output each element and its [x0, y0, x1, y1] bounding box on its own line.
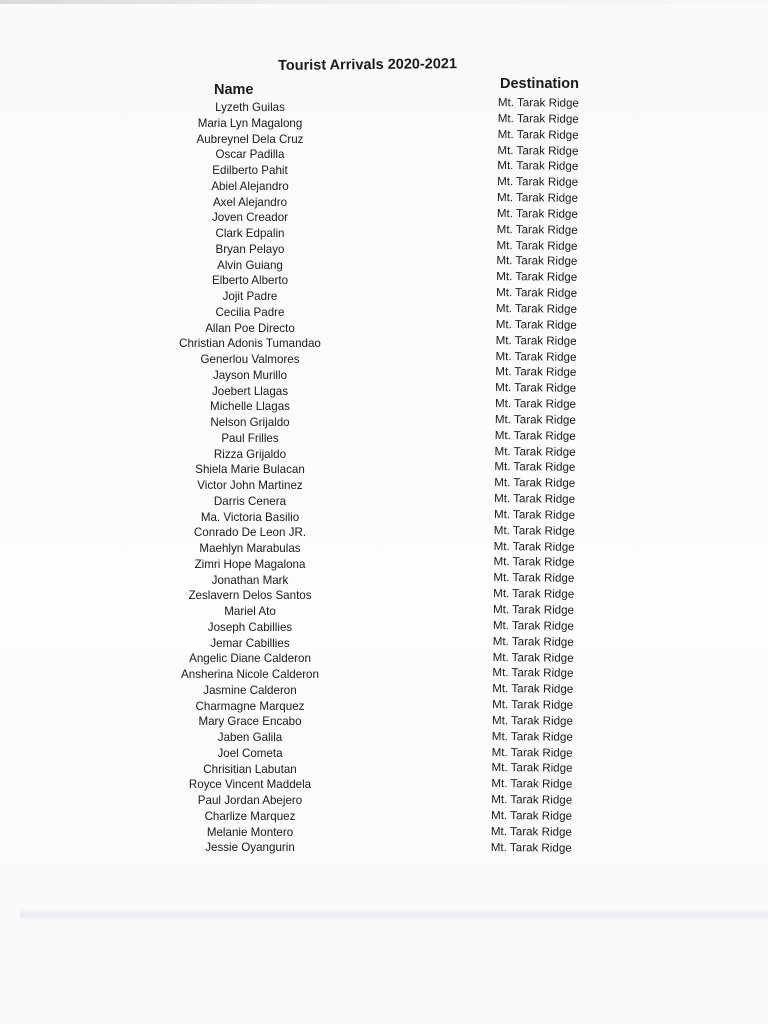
tourist-name: Jessie Oyangurin — [205, 841, 295, 855]
tourist-destination: Mt. Tarak Ridge — [492, 602, 575, 617]
tourist-name: Jojit Padre — [222, 290, 278, 303]
tourist-name: Melanie Montero — [206, 825, 294, 839]
tourist-destination: Mt. Tarak Ridge — [493, 507, 576, 522]
tourist-name: Ma. Victoria Basilio — [200, 510, 300, 524]
scan-edge-shadow — [0, 0, 768, 4]
tourist-destination: Mt. Tarak Ridge — [494, 428, 576, 443]
tourist-destination: Mt. Tarak Ridge — [495, 381, 577, 395]
tourist-name: Darris Cenera — [213, 494, 287, 508]
tourist-name: Generlou Valmores — [200, 353, 300, 366]
tourist-name: Cecilia Padre — [215, 305, 285, 319]
name-column — [150, 100, 350, 856]
tourist-name: Charmagne Marquez — [195, 699, 305, 713]
tourist-name: Joel Cometa — [217, 746, 283, 760]
tourist-destination: Mt. Tarak Ridge — [492, 650, 574, 665]
tourist-destination: Mt. Tarak Ridge — [494, 476, 576, 491]
column-header-destination: Destination — [500, 76, 579, 92]
tourist-destination: Mt. Tarak Ridge — [496, 254, 578, 269]
tourist-destination: Mt. Tarak Ridge — [493, 539, 575, 554]
tourist-name: Jaben Galila — [217, 731, 283, 744]
tourist-destination: Mt. Tarak Ridge — [493, 555, 575, 570]
tourist-destination: Mt. Tarak Ridge — [490, 840, 572, 855]
tourist-name: Joven Creador — [211, 211, 289, 225]
tourist-name: Royce Vincent Maddela — [188, 778, 312, 792]
tourist-name: Elberto Alberto — [211, 274, 289, 288]
tourist-name: Jemar Cabillies — [210, 636, 290, 650]
tourist-destination: Mt. Tarak Ridge — [495, 317, 577, 332]
tourist-destination: Mt. Tarak Ridge — [492, 634, 574, 649]
tourist-name: Michelle Llagas — [210, 400, 290, 414]
tourist-name: Ansherina Nicole Calderon — [181, 668, 319, 681]
tourist-destination: Mt. Tarak Ridge — [492, 666, 574, 681]
tourist-name: Shiela Marie Bulacan — [195, 463, 305, 477]
tourist-name: Alvin Guiang — [217, 258, 283, 272]
tourist-destination: Mt. Tarak Ridge — [491, 808, 573, 823]
tourist-name: Mary Grace Encabo — [198, 715, 302, 729]
tourist-name: Maehlyn Marabulas — [199, 542, 301, 555]
tourist-destination: Mt. Tarak Ridge — [491, 793, 573, 807]
tourist-name: Jasmine Calderon — [203, 683, 297, 697]
tourist-destination: Mt. Tarak Ridge — [496, 270, 578, 285]
tourist-name: Zimri Hope Magalona — [194, 557, 306, 571]
tourist-name: Clark Edpalin — [215, 227, 285, 240]
tourist-destination: Mt. Tarak Ridge — [491, 713, 574, 728]
tourist-destination: Mt. Tarak Ridge — [491, 745, 573, 760]
tourist-name: Jonathan Mark — [211, 573, 289, 587]
tourist-destination: Mt. Tarak Ridge — [492, 618, 574, 633]
tourist-name: Oscar Padilla — [215, 148, 285, 162]
tourist-name: Victor John Martinez — [197, 479, 303, 492]
tourist-destination: Mt. Tarak Ridge — [491, 761, 573, 776]
tourist-destination: Mt. Tarak Ridge — [497, 95, 579, 110]
tourist-destination: Mt. Tarak Ridge — [495, 301, 577, 316]
tourist-destination: Mt. Tarak Ridge — [491, 777, 573, 792]
tourist-name: Charlize Marquez — [204, 809, 296, 823]
tourist-destination: Mt. Tarak Ridge — [494, 460, 576, 475]
tourist-destination: Mt. Tarak Ridge — [494, 397, 577, 411]
tourist-name: Joseph Cabillies — [207, 620, 293, 634]
tourist-destination: Mt. Tarak Ridge — [496, 191, 579, 205]
tourist-destination: Mt. Tarak Ridge — [495, 333, 577, 348]
tourist-name: Paul Jordan Abejero — [197, 794, 303, 807]
tourist-name: Edilberto Pahit — [212, 164, 288, 177]
tourist-name: Zeslavern Delos Santos — [188, 589, 312, 603]
tourist-name: Aubreynel Dela Cruz — [196, 132, 304, 146]
tourist-destination: Mt. Tarak Ridge — [496, 222, 578, 237]
scan-artifact-band — [20, 908, 768, 922]
tourist-name: Allan Poe Directo — [205, 321, 295, 335]
tourist-destination: Mt. Tarak Ridge — [492, 682, 574, 696]
tourist-name: Mariel Ato — [224, 605, 276, 618]
column-header-name: Name — [214, 82, 254, 98]
tourist-name: Bryan Pelayo — [215, 242, 285, 256]
tourist-name: Angelic Diane Calderon — [189, 652, 311, 666]
tourist-name: Christian Adonis Tumandao — [179, 337, 321, 351]
tourist-name: Paul Frilles — [221, 431, 279, 445]
tourist-destination: Mt. Tarak Ridge — [492, 698, 574, 712]
tourist-destination: Mt. Tarak Ridge — [496, 286, 578, 300]
tourist-name: Jayson Murillo — [212, 368, 288, 382]
tourist-destination: Mt. Tarak Ridge — [497, 111, 579, 126]
destination-column — [491, 95, 579, 856]
tourist-destination: Mt. Tarak Ridge — [495, 349, 577, 364]
tourist-destination: Mt. Tarak Ridge — [495, 365, 577, 380]
tourist-name: Lyzeth Guilas — [215, 101, 285, 114]
tourist-name: Rizza Grijaldo — [213, 447, 287, 461]
tourist-destination: Mt. Tarak Ridge — [496, 206, 578, 221]
tourist-destination: Mt. Tarak Ridge — [497, 159, 579, 174]
tourist-destination: Mt. Tarak Ridge — [493, 571, 575, 586]
tourist-destination: Mt. Tarak Ridge — [497, 175, 579, 189]
tourist-name: Abiel Alejandro — [211, 179, 289, 193]
tourist-name: Axel Alejandro — [212, 195, 288, 209]
tourist-name: Maria Lyn Magalong — [197, 116, 303, 130]
tourist-destination: Mt. Tarak Ridge — [493, 587, 575, 601]
tourist-destination: Mt. Tarak Ridge — [491, 729, 573, 744]
tourist-destination: Mt. Tarak Ridge — [490, 824, 572, 839]
tourist-destination: Mt. Tarak Ridge — [496, 238, 578, 253]
tourist-destination: Mt. Tarak Ridge — [493, 523, 575, 538]
tourist-name: Chrisitian Labutan — [203, 762, 297, 776]
tourist-name: Joebert Llagas — [211, 384, 289, 398]
tourist-destination: Mt. Tarak Ridge — [494, 444, 576, 459]
tourist-destination: Mt. Tarak Ridge — [494, 412, 576, 427]
tourist-destination: Mt. Tarak Ridge — [497, 127, 579, 142]
document-title: Tourist Arrivals 2020-2021 — [278, 56, 458, 74]
tourist-destination: Mt. Tarak Ridge — [497, 143, 579, 158]
tourist-destination: Mt. Tarak Ridge — [494, 492, 576, 506]
tourist-name: Nelson Grijaldo — [210, 416, 290, 429]
tourist-name: Conrado De Leon JR. — [193, 526, 307, 540]
